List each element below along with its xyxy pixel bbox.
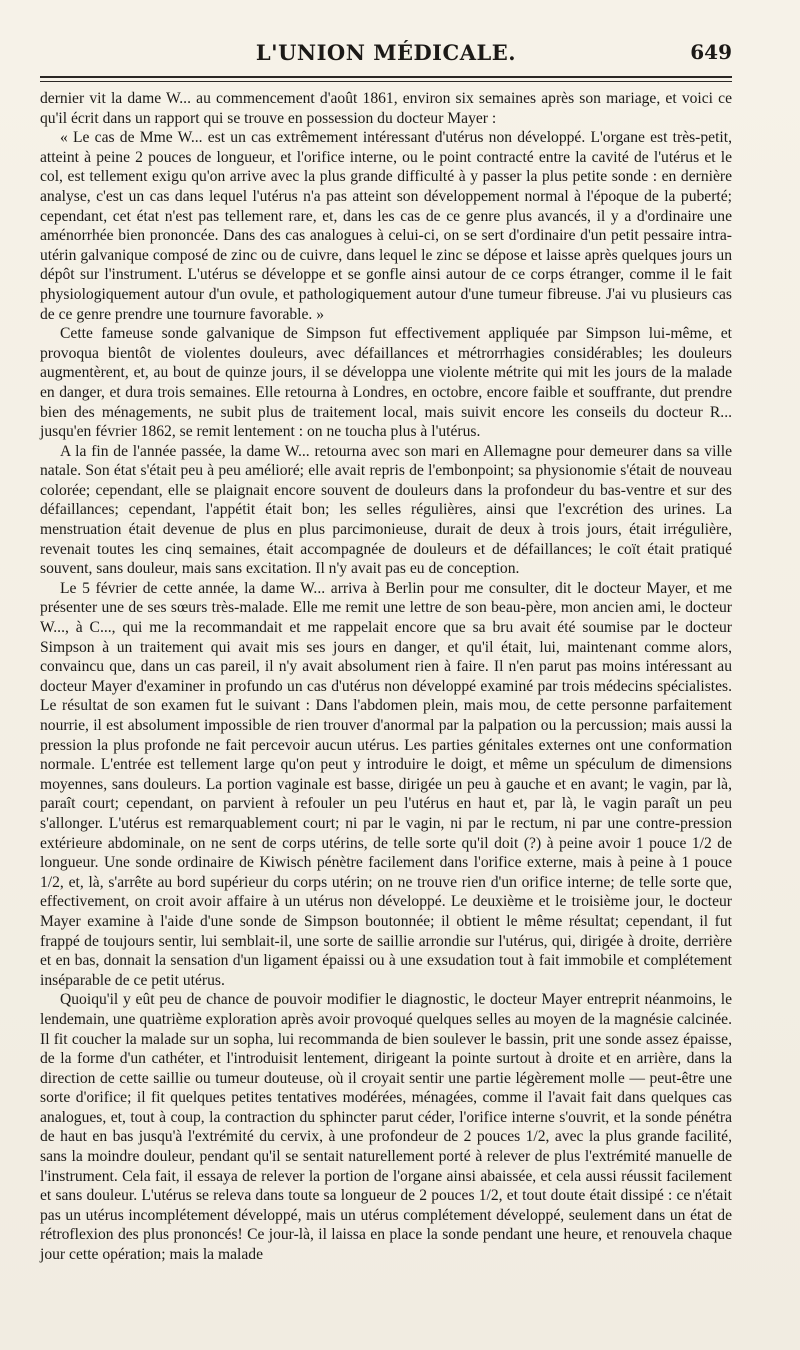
paragraph-2: « Le cas de Mme W... est un cas extrêmement intéressant d'utérus non développé. L'organe est très-petit, atteint à peine 2 pouces de longueur, et l'orifice interne, ou le point contracté entre la cavité de l'utérus et le col, est tellement exigu qu'on arrive avec la plus grande difficulté à y passer la plus petite sonde : en dernière analyse, c'est un cas dans lequel l'utérus n'a pas atteint son développement normal à l'époque de la puberté; cependant, cet état n'est pas tellement rare, et, dans les cas de ce genre plus avancés, il y a d'ordinaire une aménorrhée bien prononcée. Dans des cas analogues à celui-ci, on se sert d'ordinaire d'un petit pessaire intra-utérin galvanique composé de zinc ou de cuivre, dans lequel le zinc se dépose et laisse après quelques jours un dépôt sur l'instrument. L'utérus se développe et se gonfle ainsi autour de ce corps étranger, comme il le fait physiologiquement autour d'un ovule, et pathologiquement autour d'une tumeur fibreuse. J'ai vu plusieurs cas de ce genre prendre une tournure favorable. » [40, 129, 732, 323]
page-number: 649 [690, 40, 732, 64]
page-header [40, 40, 732, 78]
paragraph-6: Quoiqu'il y eût peu de chance de pouvoir modifier le diagnostic, le docteur Mayer entreprit néanmoins, le lendemain, une quatrième exploration après avoir provoqué quelques selles au moyen de la magnésie calcinée. Il fit coucher la malade sur un sopha, lui recommanda de bien soulever le bassin, prit une sonde assez épaisse, de la forme d'un cathéter, et l'introduisit lentement, dirigeant la pointe surtout à droite et en arrière, dans la direction de cette saillie ou tumeur douteuse, où il croyait sentir une partie légèrement molle — peut-être une sorte d'orifice; il fit quelques petites tentatives modérées, ménagées, comme il l'avait fait dans quelques cas analogues, et, tout à coup, la contraction du sphincter parut céder, l'orifice interne s'ouvrit, et la sonde pénétra de haut en bas jusqu'à l'extrémité du cervix, à une profondeur de 2 pouces 1/2, avec la plus grande facilité, sans la moindre douleur, pendant qu'il se sentait naturellement porté à relever de plus l'extrémité manuelle de l'instrument. Cela fait, il essaya de relever la portion de l'organe ainsi abaissée, et cela aussi réussit facilement et sans douleur. L'utérus se releva dans toute sa longueur de 2 pouces 1/2, et tout doute était dissipé : ce n'était pas un utérus incomplétement développé, mais un utérus complétement développé, seulement dans un état de rétroflexion des plus prononcés! Ce jour-là, il laissa en place la sonde pendant une heure, et renouvela chaque jour cette opération; mais la malade [40, 991, 732, 1264]
paragraph-3: Cette fameuse sonde galvanique de Simpson fut effectivement appliquée par Simpson lui-même, et provoqua bientôt de violentes douleurs, avec défaillances et métrorrhagies considérables; les douleurs augmentèrent, et, au bout de quinze jours, il se développa une violente métrite qui mit les jours de la malade en danger, et dura trois semaines. Elle retourna à Londres, en octobre, encore faible et souffrante, dut prendre bien des ménagements, ne subit plus de traitement local, mais suivit encore les conseils du docteur R... jusqu'en février 1862, se remit lentement : on ne toucha plus à l'utérus. [40, 325, 732, 441]
body-text [40, 89, 732, 1332]
paragraph-4: A la fin de l'année passée, la dame W... retourna avec son mari en Allemagne pour demeurer dans sa ville natale. Son état s'était peu à peu amélioré; elle avait repris de l'embonpoint; sa physionomie s'était de nouveau colorée; cependant, elle se plaignait encore souvent de douleurs dans la profondeur du bas-ventre et sur des défaillances; cependant, l'appétit était bon; les selles régulières, ainsi que l'excrétion des urines. La menstruation était devenue de plus en plus parcimonieuse, durait de deux à trois jours, était irrégulière, revenait toutes les cinq semaines, était accompagnée de douleurs et de défaillances; le coït était pratiqué souvent, sans douleur, mais sans excitation. Il n'y avait pas eu de conception. [40, 442, 732, 578]
header-rule-thin [40, 81, 732, 82]
paragraph-5: Le 5 février de cette année, la dame W... arriva à Berlin pour me consulter, dit le docteur Mayer, et me présenter une de ses sœurs très-malade. Elle me remit une lettre de son beau-père, mon ancien ami, le docteur W..., à C..., qui me la recommandait et me rappelait encore que sa bru avait été soumise par le docteur Simpson à un traitement qui avait mis ses jours en danger, et qu'il était, lui, maintenant comme alors, convaincu que, dans un cas pareil, il n'y avait absolument rien à faire. Il n'en parut pas moins intéressant au docteur Mayer d'examiner in profundo un cas d'utérus non développé examiné par trois médecins spécialistes. Le résultat de son examen fut le suivant : Dans l'abdomen plein, mais mou, de cette personne parfaitement nourrie, il est absolument impossible de rien trouver d'anormal par la palpation ou la percussion; mais aussi la pression la plus profonde ne fait percevoir aucun utérus. Les parties génitales externes ont une conformation normale. L'entrée est tellement large qu'on peut y introduire le doigt, et même un spéculum de dimensions moyennes, sans douleurs. La portion vaginale est basse, dirigée un peu à gauche et en avant; le vagin, par là, paraît court; cependant, on parvient à refouler un peu l'utérus en haut et, par là, le vagin paraît un peu s'allonger. L'utérus est remarquablement court; ni par le vagin, ni par le rectum, ni par une contre-pression extérieure abdominale, on ne sent de corps utérins, de telle sorte qu'il doit (?) à peine avoir 1 pouce 1/2 de longueur. Une sonde ordinaire de Kiwisch pénètre facilement dans l'orifice externe, mais à peine à 1 pouce 1/2, et, là, s'arrête au bord supérieur du corps utérin; on ne trouve rien d'un orifice interne; de telle sorte que, effectivement, on croit avoir affaire à un utérus non développé. Le deuxième et le troisième jour, le docteur Mayer examine à l'aide d'une sonde de Simpson boutonnée; il obtient le même résultat; cependant, il fut frappé de toujours sentir, lui semblait-il, une sorte de saillie arrondie sur l'utérus, qui, dirigée à droite, derrière et en bas, donnait la sensation d'un ligament épaissi ou à une exsudation tout à fait immobile et complétement inséparable de ce petit utérus. [40, 579, 732, 989]
running-title: L'UNION MÉDICALE. [255, 40, 517, 65]
paragraph-1: dernier vit la dame W... au commencement d'août 1861, environ six semaines après son mariage, et voici ce qu'il écrit dans un rapport qui se trouve en possession du docteur Mayer : [40, 90, 732, 127]
header-rule [40, 76, 732, 78]
